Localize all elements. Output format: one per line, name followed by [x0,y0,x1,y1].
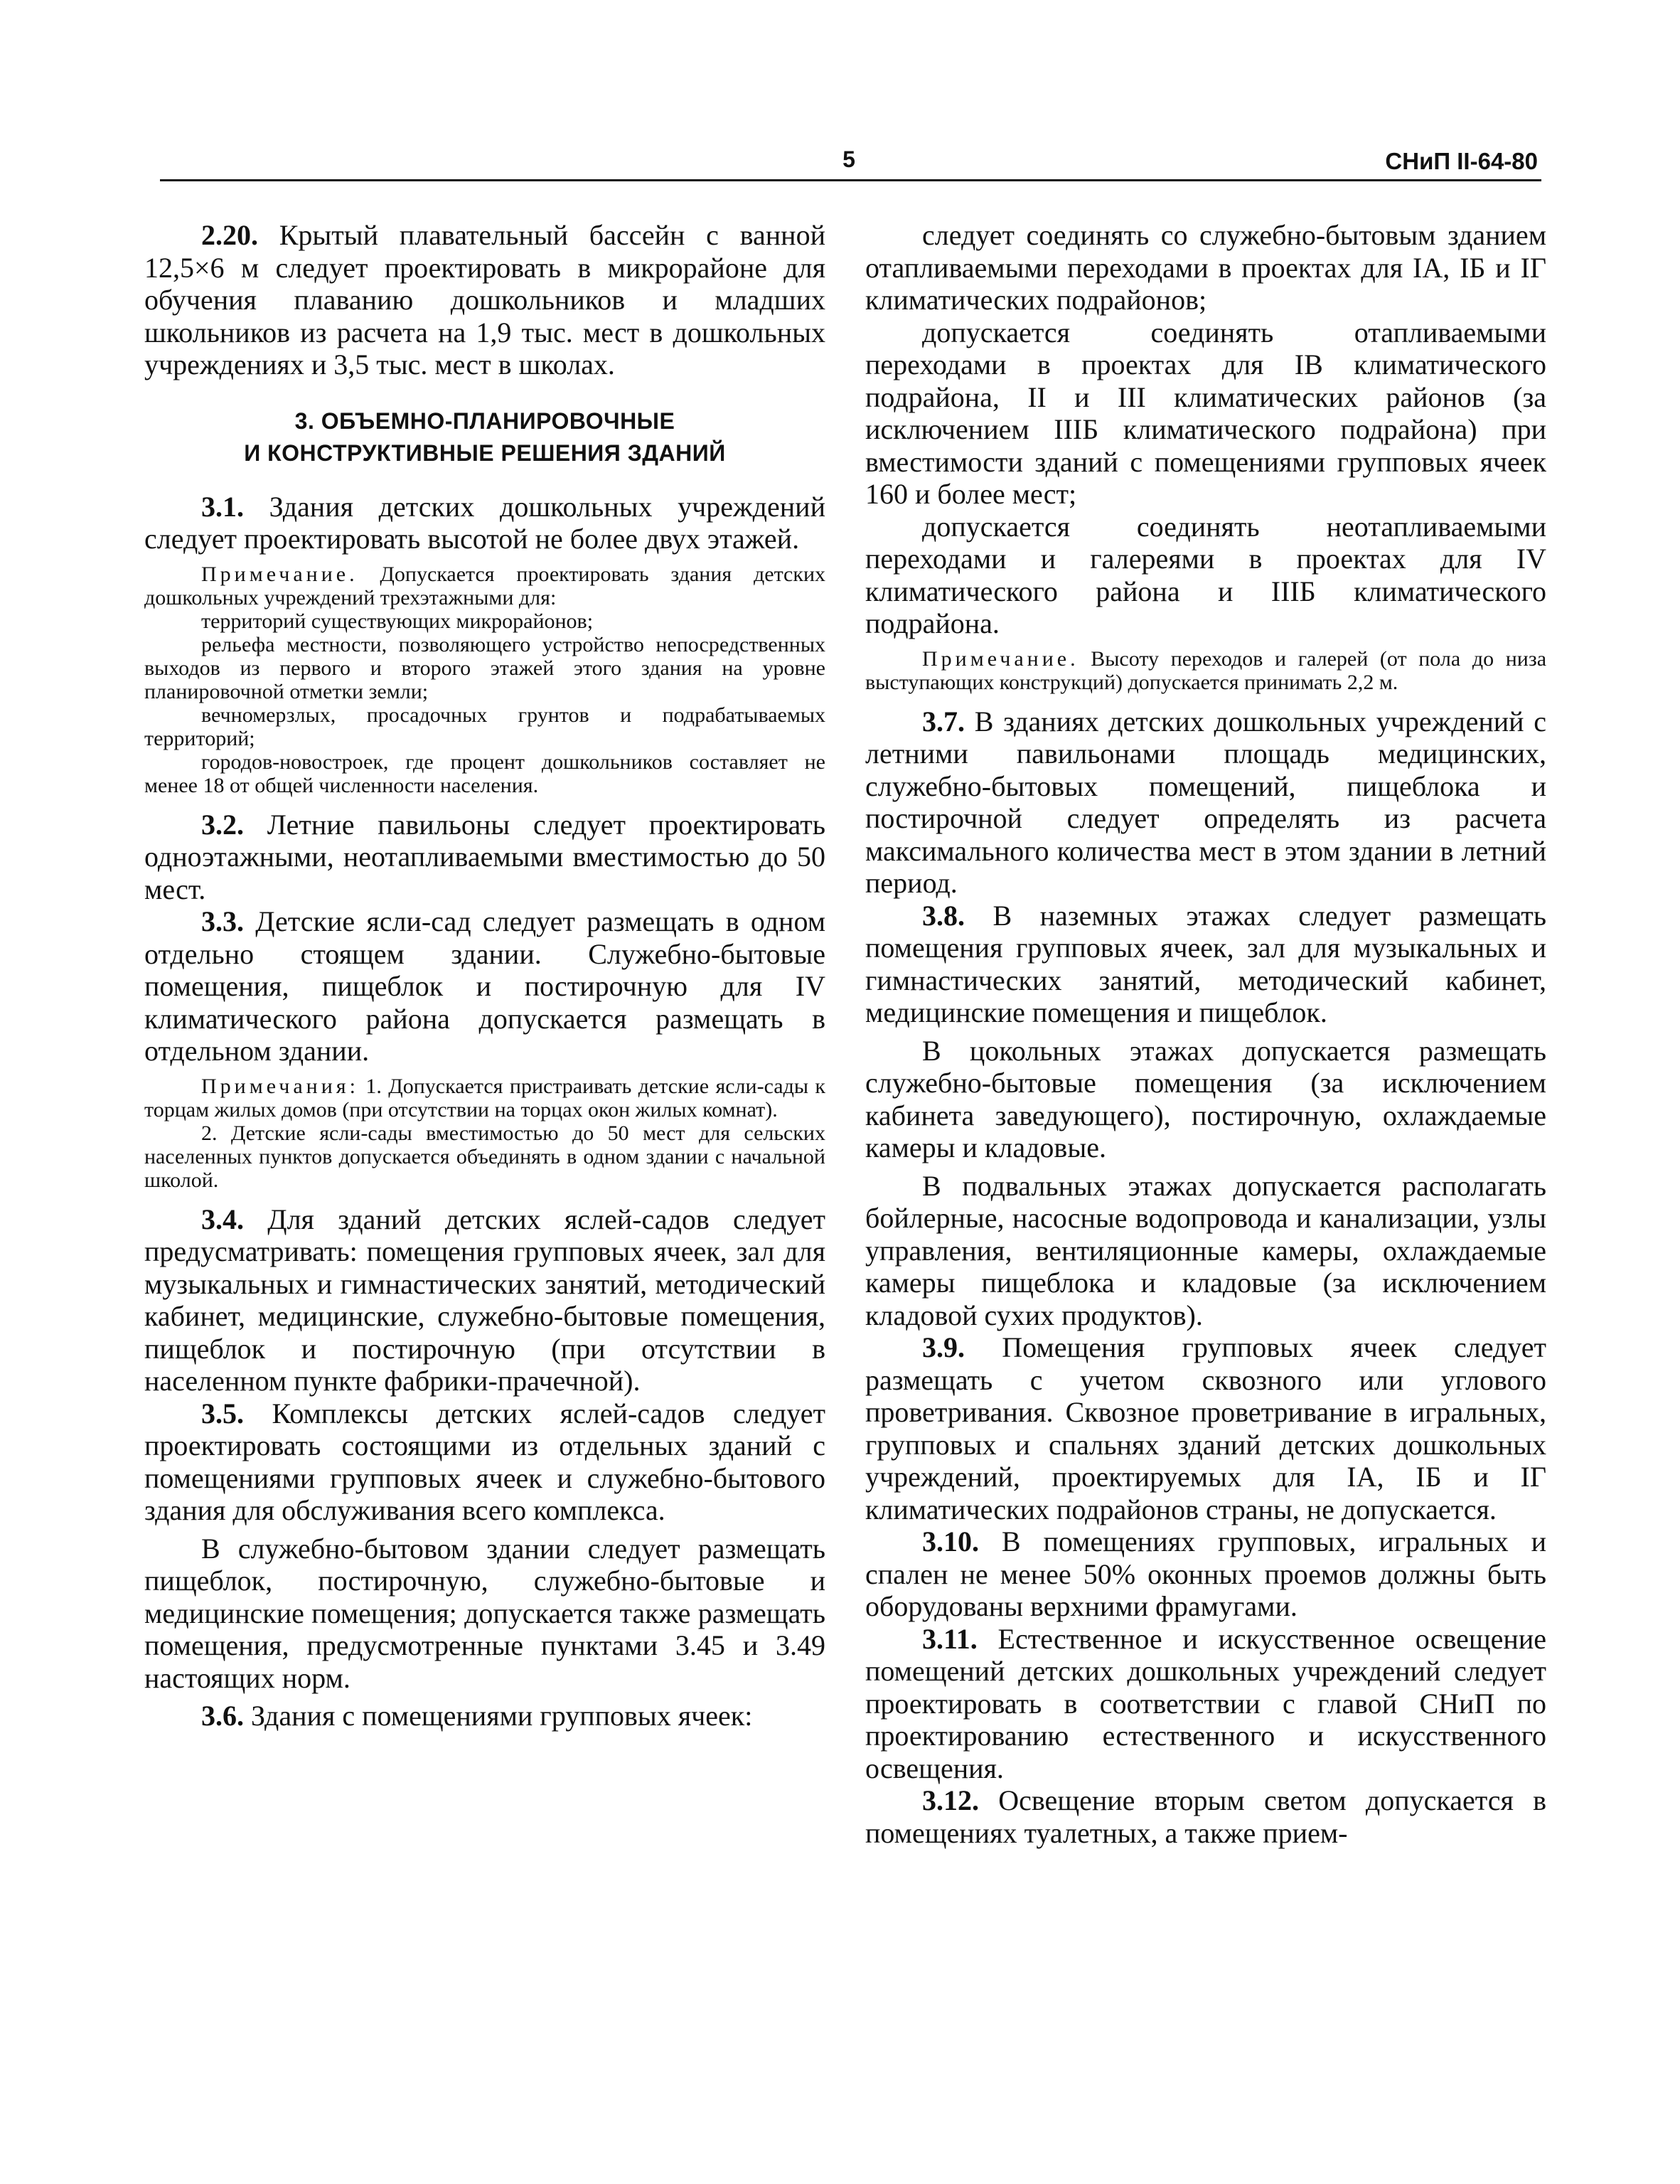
clause-number: 2.20. [201,219,258,251]
note-label: Примечание. [922,646,1079,671]
clause-number: 3.11. [922,1622,978,1655]
paragraph-3-3 [144,905,825,1067]
note-item: 2. Детские ясли-сады вместимостью до 50 мест для сельских населенных пунктов допускается объединять в одном здании с начальной школой. [144,1121,825,1192]
note-body: 1. Допускается пристраивать детские ясли-сады к торцам жилых домов (при отсутствии на торцах окон жилых комнат). [144,1074,825,1122]
list-item-heated-passages: следует соединять со служебно-бытовым зданием отапливаемыми переходами в проектах для IА, IБ и IГ климатических подрайонов; [865,219,1546,316]
note-3-1 [144,563,825,797]
note-label: Примечание. [201,562,358,586]
note-text [144,563,825,609]
paragraph-text: В наземных этажах следует размещать помещения групповых ячеек, зал для музыкальных и гимнастических занятий, методический кабинет, медицинские помещения и пищеблок. [865,899,1546,1028]
paragraph-text: Помещения групповых ячеек следует размещать с учетом сквозного или углового проветривания. Сквозное проветривание в игральных, групповых и спальнях зданий детских дошкольных учреждений, проектируемых для IА, IБ и IГ климатических подрайонов страны, не допускается. [865,1331,1546,1525]
clause-number: 3.2. [201,808,244,841]
note-item: территорий существующих микрорайонов; [201,609,594,633]
paragraph-text: Здания детских дошкольных учреждений следует проектировать высотой не более двух этажей. [144,490,825,555]
section-heading [144,405,825,469]
left-column [144,219,825,1732]
note-item: городов-новостроек, где процент дошкольников составляет не менее 18 от общей численности населения. [144,750,825,797]
paragraph-2-20 [144,219,825,381]
list-item-heated-passages-allowed: допускается соединять отапливаемыми переходами в проектах для IВ климатического подрайона, II и III климатических районов (за исключением IIIБ климатического подрайона) при вместимости зданий с помещениями групповых ячеек 160 и более мест; [865,316,1546,510]
page-header [160,147,1538,182]
section-heading-line-2: И КОНСТРУКТИВНЫЕ РЕШЕНИЯ ЗДАНИЙ [244,440,726,466]
note-label: Примечания: [201,1074,359,1098]
paragraph-3-7 [865,705,1546,900]
note-text [865,647,1546,694]
note-3-3 [144,1075,825,1192]
clause-number: 3.3. [201,905,244,937]
note-item: вечномерзлых, просадочных грунтов и подрабатываемых территорий; [144,703,825,750]
clause-number: 3.6. [201,1700,244,1732]
paragraph-text: В зданиях детских дошкольных учреждений с летними павильонами площадь медицинских, служебно-бытовых помещений, пищеблока и постирочной следует определять из расчета максимального количества мест в этом здании в летний период. [865,705,1547,899]
paragraph-3-8 [865,900,1546,1029]
paragraph-text: Летние павильоны следует проектировать одноэтажными, неотапливаемыми вместимостью до 50 мест. [144,808,825,905]
paragraph-text: Для зданий детских яслей-садов следует предусматривать: помещения групповых ячеек, зал для музыкальных и гимнастических занятий, методический кабинет, медицинские, служебно-бытовые помещения, пищеблок и постирочную (при отсутствии в населенном пункте фабрики-прачечной). [144,1203,826,1397]
clause-number: 3.4. [201,1203,244,1235]
clause-number: 3.5. [201,1397,244,1429]
paragraph-3-10 [865,1525,1546,1623]
paragraph-text: Комплексы детских яслей-садов следует проектировать состоящими из отдельных зданий с помещениями групповых ячеек и служебно-бытового здания для обслуживания всего комплекса. [144,1397,826,1526]
paragraph-3-8-cellar: В подвальных этажах допускается располагать бойлерные, насосные водопровода и канализации, узлы управления, вентиляционные камеры, охлаждаемые камеры пищеблока и кладовые (за исключением кладовой сухих продуктов). [865,1169,1546,1331]
paragraph-3-5 [144,1397,825,1527]
paragraph-3-2 [144,809,825,906]
paragraph-text: В помещениях групповых, игральных и спален не менее 50% оконных проемов должны быть оборудованы верхними фрамугами. [865,1525,1547,1622]
paragraph-3-6 [144,1700,825,1732]
paragraph-3-8-basement: В цокольных этажах допускается размещать служебно-бытовые помещения (за исключением кабинета заведующего), постирочную, охлаждаемые камеры и кладовые. [865,1034,1546,1163]
paragraph-text: Крытый плавательный бассейн с ванной 12,5×6 м следует проектировать в микрорайоне для обучения плаванию дошкольников и младших школьников из расчета на 1,9 тыс. мест в дошкольных учреждениях и 3,5 тыс. мест в школах. [144,219,825,380]
paragraph-3-11 [865,1623,1546,1785]
note-item: рельефа местности, позволяющего устройство непосредственных выходов из первого и второго этажей этого здания на уровне планировочной отметки земли; [144,632,825,703]
clause-number: 3.10. [922,1525,979,1557]
header-rule [160,179,1541,181]
clause-number: 3.7. [922,705,965,737]
page-number: 5 [842,147,855,172]
paragraph-3-5-continued: В служебно-бытовом здании следует размещать пищеблок, постирочную, служебно-бытовые и медицинские помещения; допускается также размещать помещения, предусмотренные пунктами 3.45 и 3.49 настоящих норм. [144,1532,825,1694]
paragraph-3-12 [865,1784,1546,1849]
paragraph-3-9 [865,1331,1546,1525]
paragraph-text: Детские ясли-сад следует размещать в одном отдельно стоящем здании. Служебно-бытовые помещения, пищеблок и постирочную для IV климатического района допускается размещать в отдельном здании. [144,905,826,1067]
note-body: Высоту переходов и галерей (от пола до низа выступающих конструкций) допускается принимать 2,2 м. [865,646,1547,694]
note-text [144,1075,825,1122]
clause-number: 3.12. [922,1784,979,1816]
list-item-unheated-passages: допускается соединять неотапливаемыми переходами и галереями в проектах для IV климатического района и IIIБ климатического подрайона. [865,510,1546,639]
paragraph-3-1 [144,491,825,555]
paragraph-3-4 [144,1203,825,1397]
paragraph-text: Естественное и искусственное освещение помещений детских дошкольных учреждений следует проектировать в соответствии с главой СНиП по проектированию естественного и искусственного освещения. [865,1622,1546,1784]
note-3-6 [865,647,1546,694]
clause-number: 3.9. [922,1331,965,1363]
section-heading-line-1: 3. ОБЪЕМНО-ПЛАНИРОВОЧНЫЕ [294,407,675,434]
document-code: СНиП II-64-80 [1385,148,1538,174]
note-body: Допускается проектировать здания детских дошкольных учреждений трехэтажными для: [144,562,826,609]
paragraph-text: Здания с помещениями групповых ячеек: [251,1700,753,1732]
right-column [865,219,1546,1849]
clause-number: 3.8. [922,899,965,932]
paragraph-text: Освещение вторым светом допускается в помещениях туалетных, а также прием- [865,1784,1547,1849]
clause-number: 3.1. [201,490,244,523]
